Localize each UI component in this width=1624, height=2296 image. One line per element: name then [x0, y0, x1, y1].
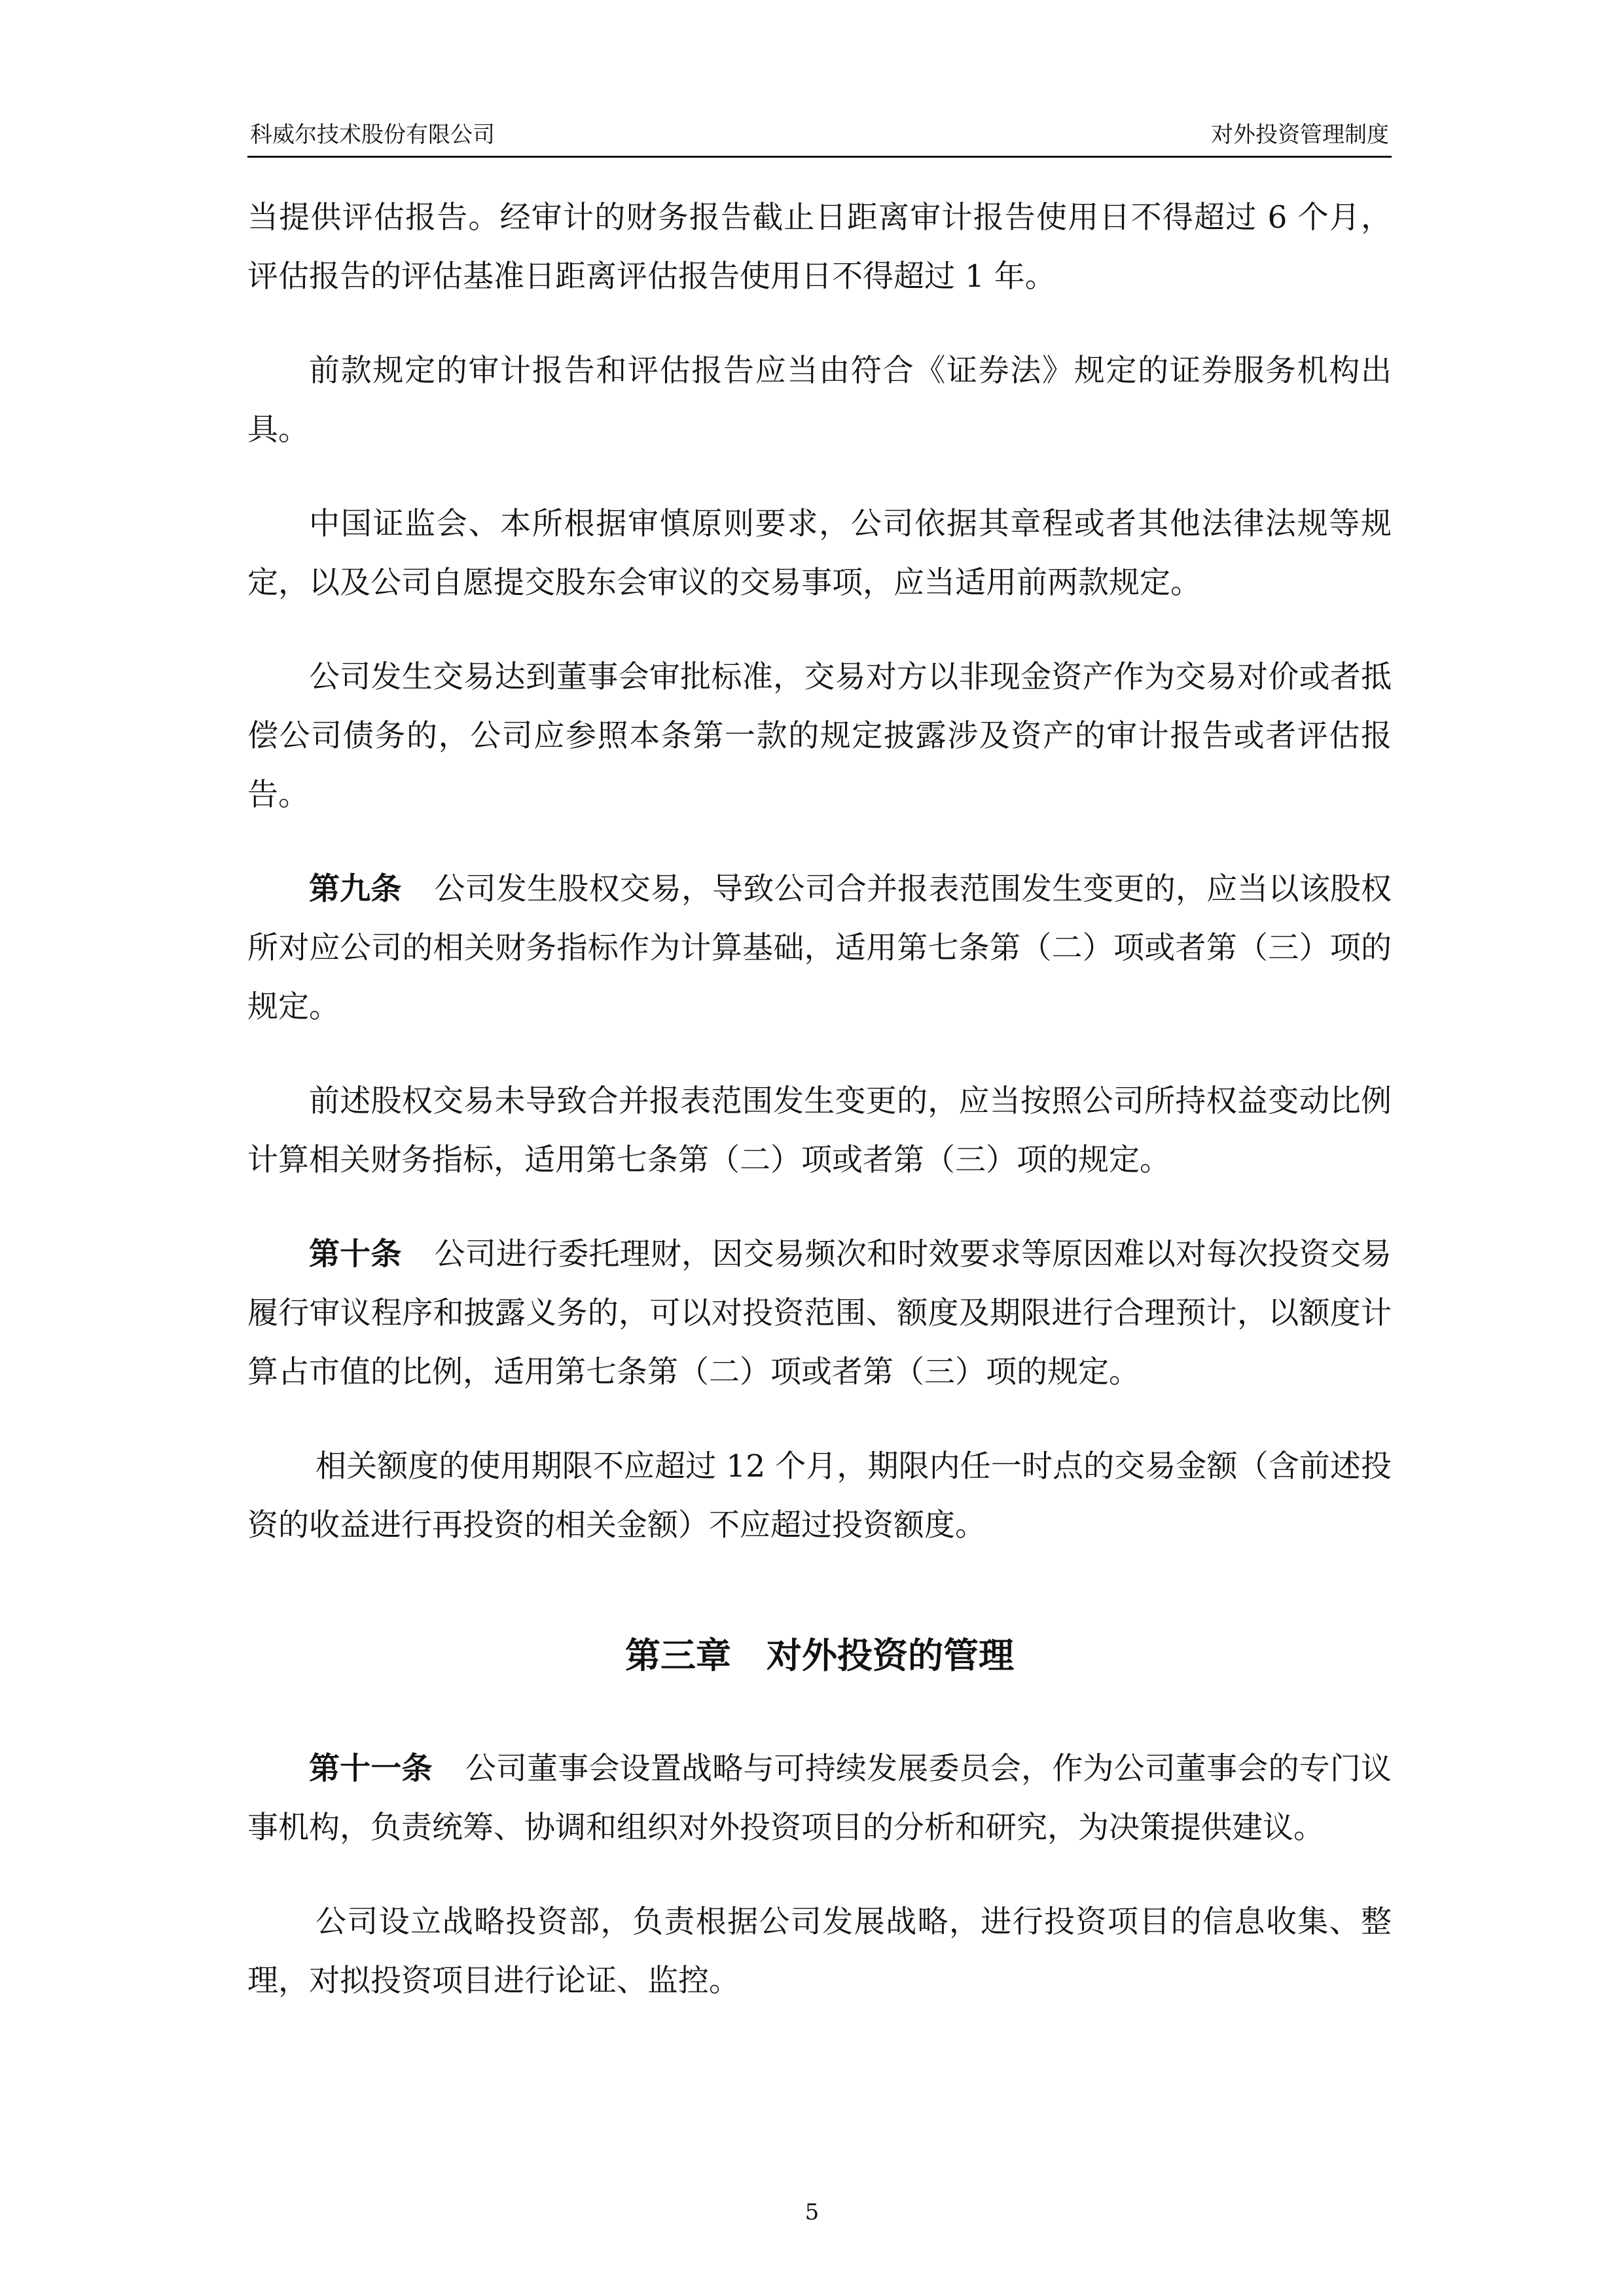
paragraph-strategy-dept: 公司设立战略投资部，负责根据公司发展战略，进行投资项目的信息收集、整理，对拟投资项目进行论证、监控。: [247, 1904, 1392, 1999]
paragraph-board-approval: 公司发生交易达到董事会审批标准，交易对方以非现金资产作为交易对价或者抵偿公司债务的，公司应参照本条第一款的规定披露涉及资产的审计报告或者评估报告。: [247, 659, 1392, 813]
chapter-name: 对外投资的管理: [767, 1634, 1014, 1676]
page-header: [247, 114, 1392, 158]
article-11-label: 第十一条: [309, 1751, 433, 1787]
paragraph-quota-period: 相关额度的使用期限不应超过 12 个月，期限内任一时点的交易金额（含前述投资的收益进行再投资的相关金额）不应超过投资额度。: [247, 1448, 1392, 1543]
paragraph-continued: 当提供评估报告。经审计的财务报告截止日距离审计报告使用日不得超过 6 个月，评估报告的评估基准日距离评估报告使用日不得超过 1 年。: [247, 200, 1392, 295]
article-9-label: 第九条: [309, 871, 402, 907]
header-company-name: 科威尔技术股份有限公司: [250, 122, 495, 148]
chapter-title: [247, 1626, 1392, 1685]
header-document-title: 对外投资管理制度: [1211, 122, 1389, 148]
paragraph-equity-no-change: 前述股权交易未导致合并报表范围发生变更的，应当按照公司所持权益变动比例计算相关财务指标，适用第七条第（二）项或者第（三）项的规定。: [247, 1083, 1392, 1178]
article-10-text: 公司进行委托理财，因交易频次和时效要求等原因难以对每次投资交易履行审议程序和披露义务的，可以对投资范围、额度及期限进行合理预计，以额度计算占市值的比例，适用第七条第（二）项或者第（三）项的规定。: [247, 1236, 1392, 1390]
chapter-number: 第三章: [625, 1634, 731, 1676]
document-body: [247, 188, 1392, 2046]
article-9-text: 公司发生股权交易，导致公司合并报表范围发生变更的，应当以该股权所对应公司的相关财务指标作为计算基础，适用第七条第（二）项或者第（三）项的规定。: [247, 871, 1392, 1025]
paragraph-csrc-rule: 中国证监会、本所根据审慎原则要求，公司依据其章程或者其他法律法规等规定，以及公司自愿提交股东会审议的交易事项，应当适用前两款规定。: [247, 506, 1392, 601]
article-11: [247, 1740, 1392, 1857]
article-10-label: 第十条: [309, 1236, 402, 1272]
page-number: 5: [804, 2199, 820, 2225]
article-10: [247, 1225, 1392, 1402]
article-11-text: 公司董事会设置战略与可持续发展委员会，作为公司董事会的专门议事机构，负责统筹、协调和组织对外投资项目的分析和研究，为决策提供建议。: [247, 1751, 1392, 1846]
article-9: [247, 860, 1392, 1037]
paragraph-audit-issuer: 前款规定的审计报告和评估报告应当由符合《证券法》规定的证券服务机构出具。: [247, 353, 1392, 448]
